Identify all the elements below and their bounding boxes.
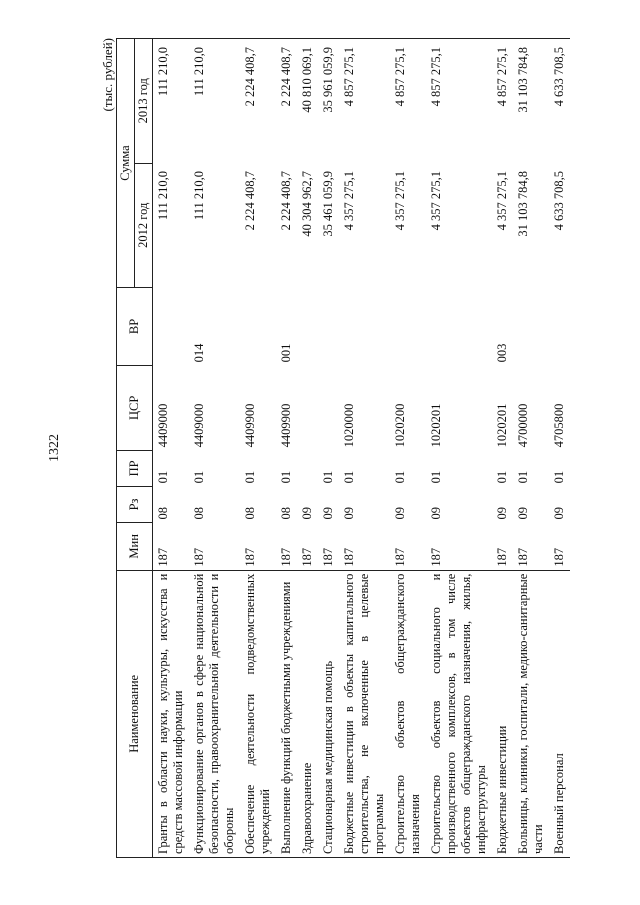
row-name: Больницы, клиники, госпитали, медико-санитарные части bbox=[513, 570, 549, 857]
row-min: 187 bbox=[393, 547, 407, 567]
table-row bbox=[240, 39, 276, 858]
row-vr bbox=[390, 287, 426, 365]
budget-table bbox=[116, 38, 570, 858]
row-2012: 111 210,0 bbox=[192, 171, 206, 221]
header-name: Наименование bbox=[117, 570, 153, 857]
row-vr bbox=[426, 287, 492, 365]
row-csr: 1020000 bbox=[342, 403, 356, 448]
row-min: 187 bbox=[552, 547, 566, 567]
table-row bbox=[297, 39, 318, 858]
row-min: 187 bbox=[300, 547, 314, 567]
row-pr: 01 bbox=[156, 470, 170, 484]
row-pr: 01 bbox=[429, 470, 443, 484]
row-csr: 4409900 bbox=[243, 403, 257, 448]
units-label: (тыс. рублей) bbox=[100, 38, 115, 112]
row-csr: 1020200 bbox=[393, 403, 407, 448]
row-rz: 09 bbox=[495, 506, 509, 520]
row-rz: 09 bbox=[342, 506, 356, 520]
header-vr: ВР bbox=[117, 287, 153, 365]
row-vr bbox=[513, 287, 549, 365]
header-pr: ПР bbox=[117, 450, 153, 486]
header-2012: 2012 год bbox=[135, 163, 153, 287]
row-2012: 40 304 962,7 bbox=[300, 171, 314, 237]
row-min: 187 bbox=[516, 547, 530, 567]
table-row bbox=[276, 39, 297, 858]
row-name: Обеспечение деятельности подведомственных учреждений bbox=[240, 570, 276, 857]
row-name: Бюджетные инвестиции bbox=[492, 570, 513, 857]
row-vr bbox=[318, 287, 339, 365]
row-name: Выполнение функций бюджетными учреждениями bbox=[276, 570, 297, 857]
row-vr bbox=[240, 287, 276, 365]
row-min: 187 bbox=[156, 547, 170, 567]
page-number: 1322 bbox=[47, 434, 62, 462]
table-row bbox=[426, 39, 492, 858]
row-2013: 31 103 784,8 bbox=[513, 39, 549, 164]
row-pr: 01 bbox=[321, 470, 335, 484]
row-rz: 08 bbox=[279, 506, 293, 520]
row-rz: 09 bbox=[429, 506, 443, 520]
row-pr bbox=[297, 450, 318, 486]
row-vr bbox=[339, 287, 390, 365]
row-2013: 111 210,0 bbox=[153, 39, 190, 164]
row-pr: 01 bbox=[342, 470, 356, 484]
row-csr: 4705800 bbox=[552, 403, 566, 448]
row-csr: 4700000 bbox=[516, 403, 530, 448]
row-2012: 4 357 275,1 bbox=[342, 171, 356, 231]
row-vr bbox=[297, 287, 318, 365]
row-2013: 4 633 708,5 bbox=[549, 39, 570, 164]
row-vr: 003 bbox=[495, 343, 509, 363]
row-csr: 1020201 bbox=[429, 403, 443, 448]
header-min: Мин bbox=[117, 522, 153, 570]
header-rz: Рз bbox=[117, 486, 153, 522]
table-row bbox=[549, 39, 570, 858]
row-csr: 4409000 bbox=[192, 403, 206, 448]
row-min: 187 bbox=[495, 547, 509, 567]
row-2013: 35 961 059,9 bbox=[318, 39, 339, 164]
row-2012: 4 357 275,1 bbox=[429, 171, 443, 231]
row-vr: 001 bbox=[279, 343, 293, 363]
row-name: Гранты в области науки, культуры, искусства и средств массовой информации bbox=[153, 570, 190, 857]
row-2012: 35 461 059,9 bbox=[321, 171, 335, 237]
row-2012: 4 633 708,5 bbox=[552, 171, 566, 231]
table-row bbox=[153, 39, 190, 858]
row-csr bbox=[297, 365, 318, 450]
row-pr: 01 bbox=[552, 470, 566, 484]
row-pr: 01 bbox=[393, 470, 407, 484]
row-rz: 09 bbox=[300, 506, 314, 520]
header-sum: Сумма bbox=[117, 39, 135, 288]
row-2013: 2 224 408,7 bbox=[240, 39, 276, 164]
row-2012: 2 224 408,7 bbox=[243, 171, 257, 231]
header-csr: ЦСР bbox=[117, 365, 153, 450]
row-2012: 2 224 408,7 bbox=[279, 171, 293, 231]
row-rz: 08 bbox=[243, 506, 257, 520]
row-name: Военный персонал bbox=[549, 570, 570, 857]
row-min: 187 bbox=[342, 547, 356, 567]
row-name: Функционирование органов в сфере национальной безопасности, правоохранительной деятельности и обороны bbox=[189, 570, 240, 857]
row-2012: 4 357 275,1 bbox=[495, 171, 509, 231]
row-2012: 111 210,0 bbox=[156, 171, 170, 221]
row-pr: 01 bbox=[243, 470, 257, 484]
row-vr bbox=[153, 287, 190, 365]
table-row bbox=[318, 39, 339, 858]
row-name: Стационарная медицинская помощь bbox=[318, 570, 339, 857]
row-name: Бюджетные инвестиции в объекты капитального строительства, не включенные в целевые программы bbox=[339, 570, 390, 857]
row-pr: 01 bbox=[192, 470, 206, 484]
row-rz: 09 bbox=[552, 506, 566, 520]
row-csr: 4409900 bbox=[279, 403, 293, 448]
row-pr: 01 bbox=[279, 470, 293, 484]
row-2013: 4 857 275,1 bbox=[339, 39, 390, 164]
row-2013: 111 210,0 bbox=[189, 39, 240, 164]
table-row bbox=[189, 39, 240, 858]
row-min: 187 bbox=[243, 547, 257, 567]
rotated-table-region bbox=[100, 38, 566, 858]
row-pr: 01 bbox=[516, 470, 530, 484]
row-min: 187 bbox=[192, 547, 206, 567]
row-pr: 01 bbox=[495, 470, 509, 484]
table-row bbox=[492, 39, 513, 858]
row-2013: 2 224 408,7 bbox=[276, 39, 297, 164]
row-min: 187 bbox=[279, 547, 293, 567]
header-2013: 2013 год bbox=[135, 39, 153, 164]
row-2013: 4 857 275,1 bbox=[492, 39, 513, 164]
row-csr bbox=[318, 365, 339, 450]
row-rz: 09 bbox=[516, 506, 530, 520]
row-name: Здравоохранение bbox=[297, 570, 318, 857]
row-rz: 09 bbox=[393, 506, 407, 520]
table-row bbox=[513, 39, 549, 858]
row-min: 187 bbox=[429, 547, 443, 567]
row-rz: 08 bbox=[192, 506, 206, 520]
row-rz: 08 bbox=[156, 506, 170, 520]
table-row bbox=[339, 39, 390, 858]
row-csr: 4409000 bbox=[156, 403, 170, 448]
table-row bbox=[390, 39, 426, 858]
row-vr bbox=[549, 287, 570, 365]
row-2013: 4 857 275,1 bbox=[426, 39, 492, 164]
row-2013: 4 857 275,1 bbox=[390, 39, 426, 164]
row-2012: 4 357 275,1 bbox=[393, 171, 407, 231]
row-2013: 40 810 069,1 bbox=[297, 39, 318, 164]
row-csr: 1020201 bbox=[495, 403, 509, 448]
row-min: 187 bbox=[321, 547, 335, 567]
row-name: Строительство объектов общегражданского назначения bbox=[390, 570, 426, 857]
row-name: Строительство объектов социального и производственного комплексов, в том числе объектов общегражданского назначения, жилья, инфраструктуры bbox=[426, 570, 492, 857]
row-vr: 014 bbox=[192, 343, 206, 363]
row-rz: 09 bbox=[321, 506, 335, 520]
row-2012: 31 103 784,8 bbox=[516, 171, 530, 237]
